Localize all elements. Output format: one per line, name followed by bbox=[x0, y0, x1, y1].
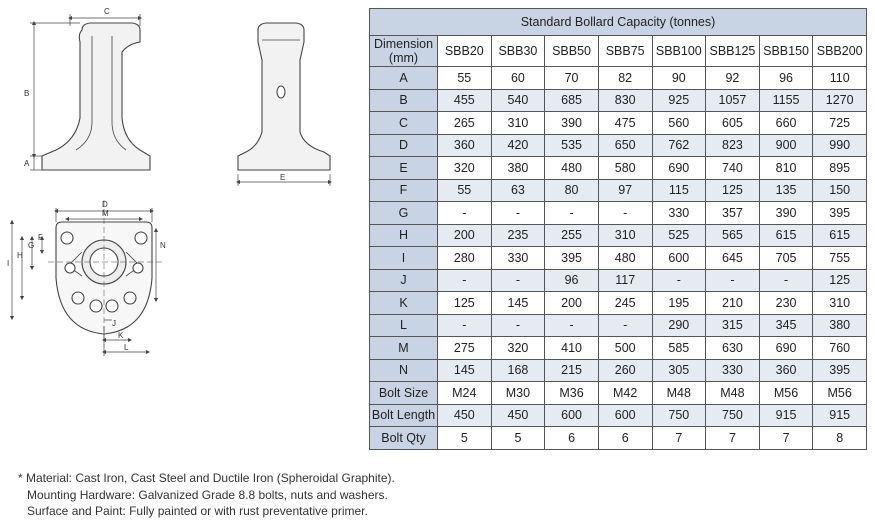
table-cell: 96 bbox=[545, 269, 599, 292]
table-row bbox=[370, 427, 867, 450]
table-cell: 5 bbox=[438, 427, 492, 450]
table-cell: 705 bbox=[759, 247, 813, 270]
table-cell: 145 bbox=[491, 292, 545, 315]
table-cell: 475 bbox=[598, 112, 652, 135]
column-header: SBB20 bbox=[438, 36, 492, 67]
table-cell: 560 bbox=[652, 112, 706, 135]
table-cell: M42 bbox=[598, 382, 652, 405]
row-label: A bbox=[370, 67, 438, 90]
table-cell: 6 bbox=[545, 427, 599, 450]
column-header: SBB150 bbox=[759, 36, 813, 67]
table-cell: 565 bbox=[706, 224, 760, 247]
table-cell: 540 bbox=[491, 89, 545, 112]
table-row bbox=[370, 314, 867, 337]
table-cell: 315 bbox=[706, 314, 760, 337]
table-cell: 725 bbox=[813, 112, 867, 135]
table-cell: - bbox=[545, 202, 599, 225]
table-cell: 925 bbox=[652, 89, 706, 112]
table-cell: 455 bbox=[438, 89, 492, 112]
table-row bbox=[370, 224, 867, 247]
row-label: J bbox=[370, 269, 438, 292]
table-cell: 1057 bbox=[706, 89, 760, 112]
table-cell: 810 bbox=[759, 157, 813, 180]
table-cell: 7 bbox=[759, 427, 813, 450]
table-cell: 690 bbox=[652, 157, 706, 180]
row-label: D bbox=[370, 134, 438, 157]
label-l: L bbox=[124, 343, 129, 352]
row-label: B bbox=[370, 89, 438, 112]
table-cell: 275 bbox=[438, 337, 492, 360]
table-cell: 615 bbox=[759, 224, 813, 247]
table-cell: 390 bbox=[759, 202, 813, 225]
row-label: F bbox=[370, 179, 438, 202]
table-cell: 7 bbox=[652, 427, 706, 450]
table-row bbox=[370, 157, 867, 180]
row-label: H bbox=[370, 224, 438, 247]
row-label: Bolt Length bbox=[370, 404, 438, 427]
table-cell: 82 bbox=[598, 67, 652, 90]
table-cell: 63 bbox=[491, 179, 545, 202]
table-cell: 660 bbox=[759, 112, 813, 135]
label-i: I bbox=[7, 259, 10, 268]
table-cell: 150 bbox=[813, 179, 867, 202]
notes bbox=[18, 470, 395, 520]
table-cell: 685 bbox=[545, 89, 599, 112]
table-cell: 80 bbox=[545, 179, 599, 202]
label-e: E bbox=[280, 173, 286, 182]
table-cell: 450 bbox=[491, 404, 545, 427]
column-header: SBB100 bbox=[652, 36, 706, 67]
table-cell: 97 bbox=[598, 179, 652, 202]
table-row bbox=[370, 89, 867, 112]
table-cell: 310 bbox=[598, 224, 652, 247]
label-c: C bbox=[104, 7, 110, 16]
label-d: D bbox=[102, 200, 108, 209]
table-row bbox=[370, 247, 867, 270]
label-m: M bbox=[102, 209, 109, 218]
column-header: SBB200 bbox=[813, 36, 867, 67]
table-cell: 395 bbox=[813, 202, 867, 225]
note-surface: Surface and Paint: Fully painted or with rust preventative primer. bbox=[27, 504, 368, 518]
plan-view-drawing bbox=[12, 200, 162, 356]
table-cell: 915 bbox=[813, 404, 867, 427]
label-g: G bbox=[28, 241, 35, 250]
table-cell: - bbox=[706, 269, 760, 292]
table-row bbox=[370, 112, 867, 135]
table-cell: 70 bbox=[545, 67, 599, 90]
table-row bbox=[370, 359, 867, 382]
bollard-capacity-table bbox=[369, 8, 867, 450]
table-cell: 125 bbox=[438, 292, 492, 315]
row-label: Bolt Qty bbox=[370, 427, 438, 450]
table-cell: 480 bbox=[598, 247, 652, 270]
table-cell: 750 bbox=[652, 404, 706, 427]
table-cell: - bbox=[545, 314, 599, 337]
table-row bbox=[370, 292, 867, 315]
table-cell: M30 bbox=[491, 382, 545, 405]
note-material: * Material: Cast Iron, Cast Steel and Ductile Iron (Spheroidal Graphite). bbox=[18, 471, 395, 485]
table-cell: 345 bbox=[759, 314, 813, 337]
table-cell: - bbox=[491, 269, 545, 292]
table-cell: 357 bbox=[706, 202, 760, 225]
table-cell: 60 bbox=[491, 67, 545, 90]
table-cell: M56 bbox=[759, 382, 813, 405]
table-cell: 360 bbox=[759, 359, 813, 382]
table-cell: 330 bbox=[652, 202, 706, 225]
table-cell: 990 bbox=[813, 134, 867, 157]
table-cell: 535 bbox=[545, 134, 599, 157]
table-cell: 265 bbox=[438, 112, 492, 135]
table-row bbox=[370, 67, 867, 90]
label-f: F bbox=[38, 233, 43, 242]
table-cell: 320 bbox=[438, 157, 492, 180]
row-label: Bolt Size bbox=[370, 382, 438, 405]
table-cell: 740 bbox=[706, 157, 760, 180]
table-cell: 915 bbox=[759, 404, 813, 427]
row-label: C bbox=[370, 112, 438, 135]
column-header: SBB125 bbox=[706, 36, 760, 67]
label-n: N bbox=[160, 241, 166, 250]
table-cell: 650 bbox=[598, 134, 652, 157]
table-cell: 290 bbox=[652, 314, 706, 337]
table-cell: 115 bbox=[652, 179, 706, 202]
table-cell: 823 bbox=[706, 134, 760, 157]
table-cell: M24 bbox=[438, 382, 492, 405]
table-row bbox=[370, 382, 867, 405]
table-cell: M48 bbox=[652, 382, 706, 405]
table-cell: 630 bbox=[706, 337, 760, 360]
table-cell: 6 bbox=[598, 427, 652, 450]
table-cell: - bbox=[491, 314, 545, 337]
table-row bbox=[370, 404, 867, 427]
table-cell: - bbox=[438, 314, 492, 337]
label-k: K bbox=[118, 331, 124, 340]
table-cell: 260 bbox=[598, 359, 652, 382]
table-row bbox=[370, 269, 867, 292]
table-title: Standard Bollard Capacity (tonnes) bbox=[370, 9, 867, 36]
table-cell: 125 bbox=[813, 269, 867, 292]
table-cell: 280 bbox=[438, 247, 492, 270]
table-cell: 480 bbox=[545, 157, 599, 180]
table-cell: 395 bbox=[545, 247, 599, 270]
table-cell: 380 bbox=[813, 314, 867, 337]
table-cell: 135 bbox=[759, 179, 813, 202]
table-cell: 525 bbox=[652, 224, 706, 247]
table-cell: 117 bbox=[598, 269, 652, 292]
table-cell: M48 bbox=[706, 382, 760, 405]
table-cell: 500 bbox=[598, 337, 652, 360]
table-cell: 195 bbox=[652, 292, 706, 315]
table-cell: 380 bbox=[491, 157, 545, 180]
bollard-drawings bbox=[0, 0, 365, 460]
table-cell: 900 bbox=[759, 134, 813, 157]
table-cell: M56 bbox=[813, 382, 867, 405]
table-cell: 360 bbox=[438, 134, 492, 157]
row-label: L bbox=[370, 314, 438, 337]
table-cell: 830 bbox=[598, 89, 652, 112]
table-cell: - bbox=[438, 202, 492, 225]
table-cell: 320 bbox=[491, 337, 545, 360]
table-cell: 310 bbox=[491, 112, 545, 135]
table-cell: 395 bbox=[813, 359, 867, 382]
table-cell: 55 bbox=[438, 67, 492, 90]
table-cell: 125 bbox=[706, 179, 760, 202]
table-cell: - bbox=[598, 314, 652, 337]
column-header: SBB50 bbox=[545, 36, 599, 67]
table-cell: 215 bbox=[545, 359, 599, 382]
table-cell: 580 bbox=[598, 157, 652, 180]
table-row bbox=[370, 134, 867, 157]
table-cell: 420 bbox=[491, 134, 545, 157]
table-cell: - bbox=[759, 269, 813, 292]
table-cell: 210 bbox=[706, 292, 760, 315]
table-cell: 8 bbox=[813, 427, 867, 450]
table-cell: - bbox=[598, 202, 652, 225]
row-label: I bbox=[370, 247, 438, 270]
dimension-header: Dimension (mm) bbox=[370, 36, 438, 67]
table-cell: 110 bbox=[813, 67, 867, 90]
table-cell: 600 bbox=[545, 404, 599, 427]
front-view-drawing bbox=[238, 23, 330, 186]
label-h: H bbox=[17, 251, 23, 260]
row-label: K bbox=[370, 292, 438, 315]
table-cell: 255 bbox=[545, 224, 599, 247]
table-cell: 690 bbox=[759, 337, 813, 360]
table-row bbox=[370, 337, 867, 360]
table-cell: 90 bbox=[652, 67, 706, 90]
table-row bbox=[370, 202, 867, 225]
row-label: N bbox=[370, 359, 438, 382]
table-cell: - bbox=[652, 269, 706, 292]
table-cell: 1155 bbox=[759, 89, 813, 112]
column-header: SBB75 bbox=[598, 36, 652, 67]
column-header: SBB30 bbox=[491, 36, 545, 67]
row-label: G bbox=[370, 202, 438, 225]
table-cell: 200 bbox=[438, 224, 492, 247]
table-cell: 390 bbox=[545, 112, 599, 135]
table-cell: 645 bbox=[706, 247, 760, 270]
table-cell: 450 bbox=[438, 404, 492, 427]
table-cell: 235 bbox=[491, 224, 545, 247]
table-cell: 245 bbox=[598, 292, 652, 315]
table-cell: 600 bbox=[652, 247, 706, 270]
note-hardware: Mounting Hardware: Galvanized Grade 8.8 bolts, nuts and washers. bbox=[27, 487, 388, 502]
table-cell: 168 bbox=[491, 359, 545, 382]
table-cell: 5 bbox=[491, 427, 545, 450]
table-cell: 55 bbox=[438, 179, 492, 202]
table-cell: - bbox=[438, 269, 492, 292]
table-row bbox=[370, 179, 867, 202]
table-cell: 585 bbox=[652, 337, 706, 360]
table-cell: 605 bbox=[706, 112, 760, 135]
table-cell: 96 bbox=[759, 67, 813, 90]
table-cell: 760 bbox=[813, 337, 867, 360]
table-cell: 615 bbox=[813, 224, 867, 247]
table-cell: 305 bbox=[652, 359, 706, 382]
table-cell: 200 bbox=[545, 292, 599, 315]
table-cell: 230 bbox=[759, 292, 813, 315]
table-cell: 145 bbox=[438, 359, 492, 382]
table-cell: 330 bbox=[491, 247, 545, 270]
table-cell: 7 bbox=[706, 427, 760, 450]
table-cell: 755 bbox=[813, 247, 867, 270]
table-cell: 92 bbox=[706, 67, 760, 90]
table-cell: M36 bbox=[545, 382, 599, 405]
table-cell: 330 bbox=[706, 359, 760, 382]
table-cell: - bbox=[491, 202, 545, 225]
table-cell: 410 bbox=[545, 337, 599, 360]
table-cell: 895 bbox=[813, 157, 867, 180]
label-j: J bbox=[112, 319, 116, 328]
label-b: B bbox=[24, 89, 30, 98]
table-cell: 762 bbox=[652, 134, 706, 157]
table-cell: 600 bbox=[598, 404, 652, 427]
row-label: M bbox=[370, 337, 438, 360]
label-a: A bbox=[24, 159, 30, 168]
table-cell: 750 bbox=[706, 404, 760, 427]
table-cell: 310 bbox=[813, 292, 867, 315]
table-cell: 1270 bbox=[813, 89, 867, 112]
row-label: E bbox=[370, 157, 438, 180]
side-view-drawing bbox=[30, 14, 150, 170]
